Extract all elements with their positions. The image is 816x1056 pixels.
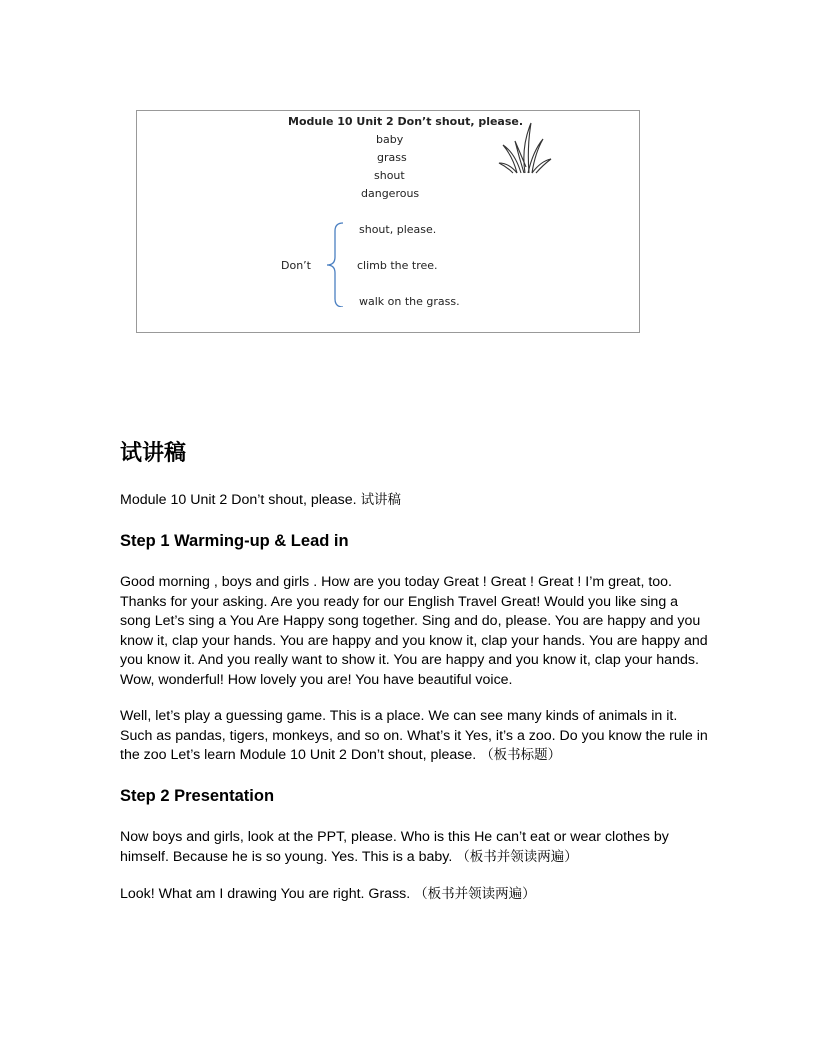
board-phrase-1: shout, please. bbox=[359, 223, 437, 236]
step1-p2-text: Well, let’s play a guessing game. This is a place. We can see many kinds of animals in it. Such as pandas, tigers, monkeys, and so on. What’s it Yes, it’s a zoo. Do you know the rule in the zoo Let’s learn Module 10 Unit 2 Don’t shout, please. bbox=[120, 708, 708, 763]
grass-drawing-icon bbox=[495, 117, 555, 175]
step2-paragraph-1 bbox=[120, 828, 710, 867]
board-word-dangerous: dangerous bbox=[361, 187, 420, 200]
board-word-shout: shout bbox=[374, 169, 405, 182]
board-phrase-3: walk on the grass. bbox=[359, 295, 460, 308]
step1-title: Step 1 Warming-up & Lead in bbox=[120, 532, 349, 550]
board-title: Module 10 Unit 2 Don’t shout, please. bbox=[288, 115, 524, 128]
intro-text: Module 10 Unit 2 Don’t shout, please. bbox=[120, 492, 357, 508]
board-word-baby: baby bbox=[376, 133, 404, 146]
step2-p2-text: Look! What am I drawing You are right. Grass. bbox=[120, 886, 411, 902]
intro-line bbox=[120, 491, 710, 511]
blackboard-figure bbox=[136, 110, 640, 333]
step2-p1-cn: （板书并领读两遍） bbox=[456, 848, 578, 865]
step2-paragraph-2 bbox=[120, 885, 710, 905]
step2-p1-text: Now boys and girls, look at the PPT, please. Who is this He can’t eat or wear clothes by himself. Because he is so young. Yes. This is a baby. bbox=[120, 829, 669, 865]
step2-title: Step 2 Presentation bbox=[120, 787, 275, 805]
intro-cn: 试讲稿 bbox=[360, 492, 402, 508]
board-phrase-2: climb the tree. bbox=[357, 259, 438, 272]
board-dont-label: Don’t bbox=[281, 259, 311, 272]
step1-paragraph-2 bbox=[120, 707, 710, 766]
step2-p2-cn: （板书并领读两遍） bbox=[414, 886, 536, 902]
curly-brace-icon bbox=[323, 219, 347, 307]
board-word-grass: grass bbox=[377, 151, 407, 164]
page-heading: 试讲稿 bbox=[120, 441, 187, 466]
step1-p2-cn: （板书标题） bbox=[480, 747, 562, 763]
step1-paragraph-1: Good morning , boys and girls . How are you today Great ! Great ! Great ! I’m great, too. Thanks for your asking. Are you ready for our English Travel Great! Would you like sing a song Let’s sing a You Are Happy song together. Sing and do, please. You are happy and you know it, clap your hands. You are happy and you know it, clap your hands. You are happy and you know it. And you really want to show it. You are happy and you know it, clap your hands. Wow, wonderful! How lovely you are! You have beautiful voice. bbox=[120, 574, 708, 688]
